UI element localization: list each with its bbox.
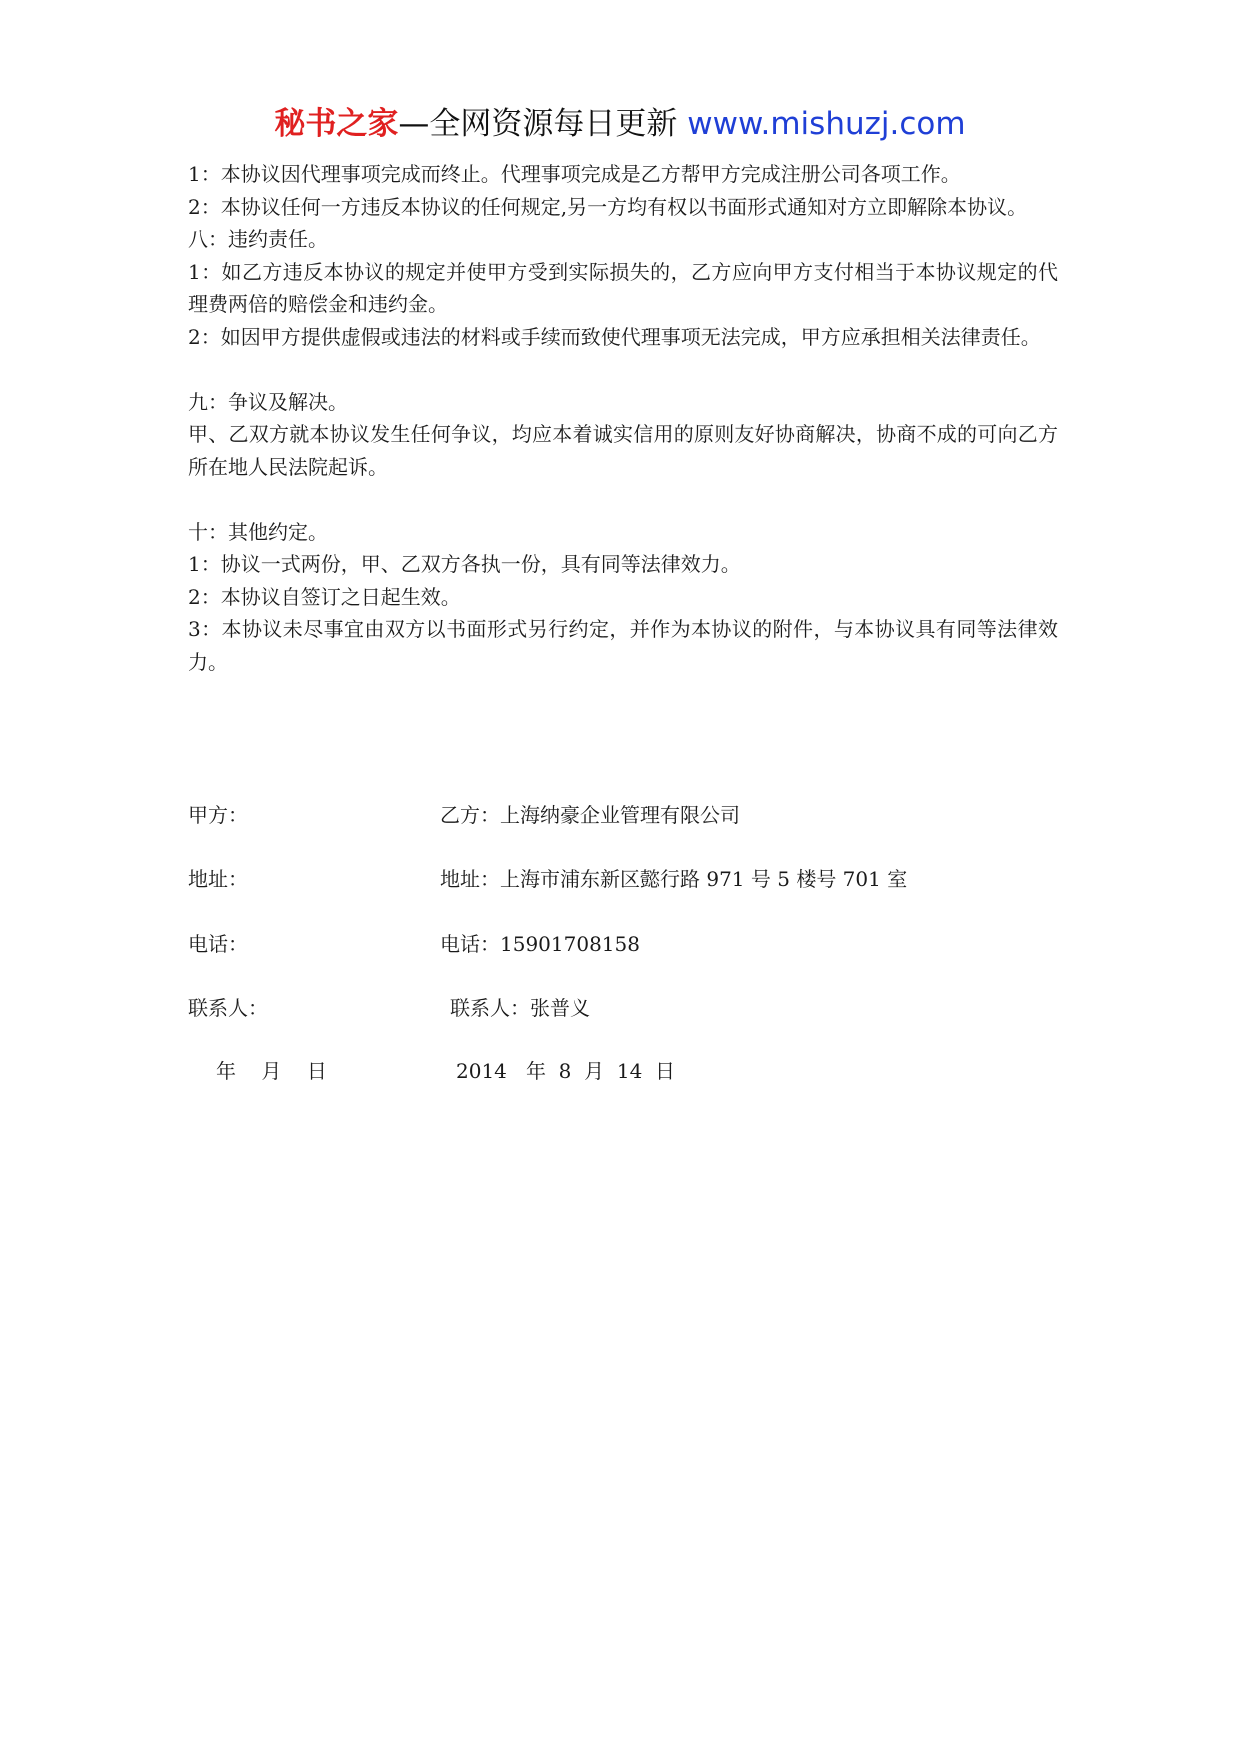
- paragraph-gap: [188, 483, 1058, 516]
- signature-row-phone: [188, 929, 1058, 959]
- signature-row-address: [188, 864, 1058, 894]
- site-url-link[interactable]: www.mishuzj.com: [687, 106, 966, 142]
- contact-a-label: 联系人：: [188, 996, 268, 1020]
- clause-dispute: 甲、乙双方就本协议发生任何争议，均应本着诚实信用的原则友好协商解决，协商不成的可向乙方所在地人民法院起诉。: [188, 422, 1058, 479]
- section-heading-dispute: 九：争议及解决。: [188, 389, 348, 414]
- clause-other-1: 1：协议一式两份，甲、乙双方各执一份，具有同等法律效力。: [188, 552, 741, 576]
- phone-b-value: 电话：15901708158: [440, 932, 640, 956]
- site-banner: [0, 102, 1240, 146]
- banner-tagline: —全网资源每日更新: [398, 106, 688, 142]
- party-a-label: 甲方：: [188, 803, 248, 827]
- clause-liability-2: 2：如因甲方提供虚假或违法的材料或手续而致使代理事项无法完成，甲方应承担相关法律责任。: [188, 324, 1041, 349]
- address-b-value: 地址：上海市浦东新区懿行路 971 号 5 楼号 701 室: [440, 867, 908, 891]
- section-heading-liability: 八：违约责任。: [188, 227, 328, 251]
- signature-row-party: [188, 800, 1058, 830]
- signature-row-date: [188, 1056, 1058, 1086]
- address-a-label: 地址：: [188, 867, 248, 891]
- phone-a-label: 电话：: [188, 932, 248, 956]
- contact-b-value: 联系人：张普义: [450, 996, 590, 1020]
- clause-liability-1: 1：如乙方违反本协议的规定并使甲方受到实际损失的，乙方应向甲方支付相当于本协议规定的代理费两倍的赔偿金和违约金。: [188, 259, 1058, 316]
- signature-row-contact: [188, 993, 1058, 1023]
- paragraph-gap: [188, 353, 1058, 386]
- brand-name: 秘书之家: [274, 106, 399, 142]
- party-b-name: 乙方：上海纳豪企业管理有限公司: [440, 803, 740, 827]
- section-heading-other: 十：其他约定。: [188, 519, 328, 544]
- clause-termination-2: 2：本协议任何一方违反本协议的任何规定,另一方均有权以书面形式通知对方立即解除本协议。: [188, 194, 1028, 219]
- agreement-body: [188, 158, 1058, 678]
- date-b-value: 2014 年 8 月 14 日: [456, 1059, 676, 1083]
- clause-termination-1: 1：本协议因代理事项完成而终止。代理事项完成是乙方帮甲方完成注册公司各项工作。: [188, 162, 961, 186]
- clause-other-2: 2：本协议自签订之日起生效。: [188, 584, 461, 609]
- clause-other-3: 3：本协议未尽事宜由双方以书面形式另行约定，并作为本协议的附件，与本协议具有同等法律效力。: [188, 617, 1058, 674]
- date-a-value: 年 月 日: [216, 1059, 327, 1083]
